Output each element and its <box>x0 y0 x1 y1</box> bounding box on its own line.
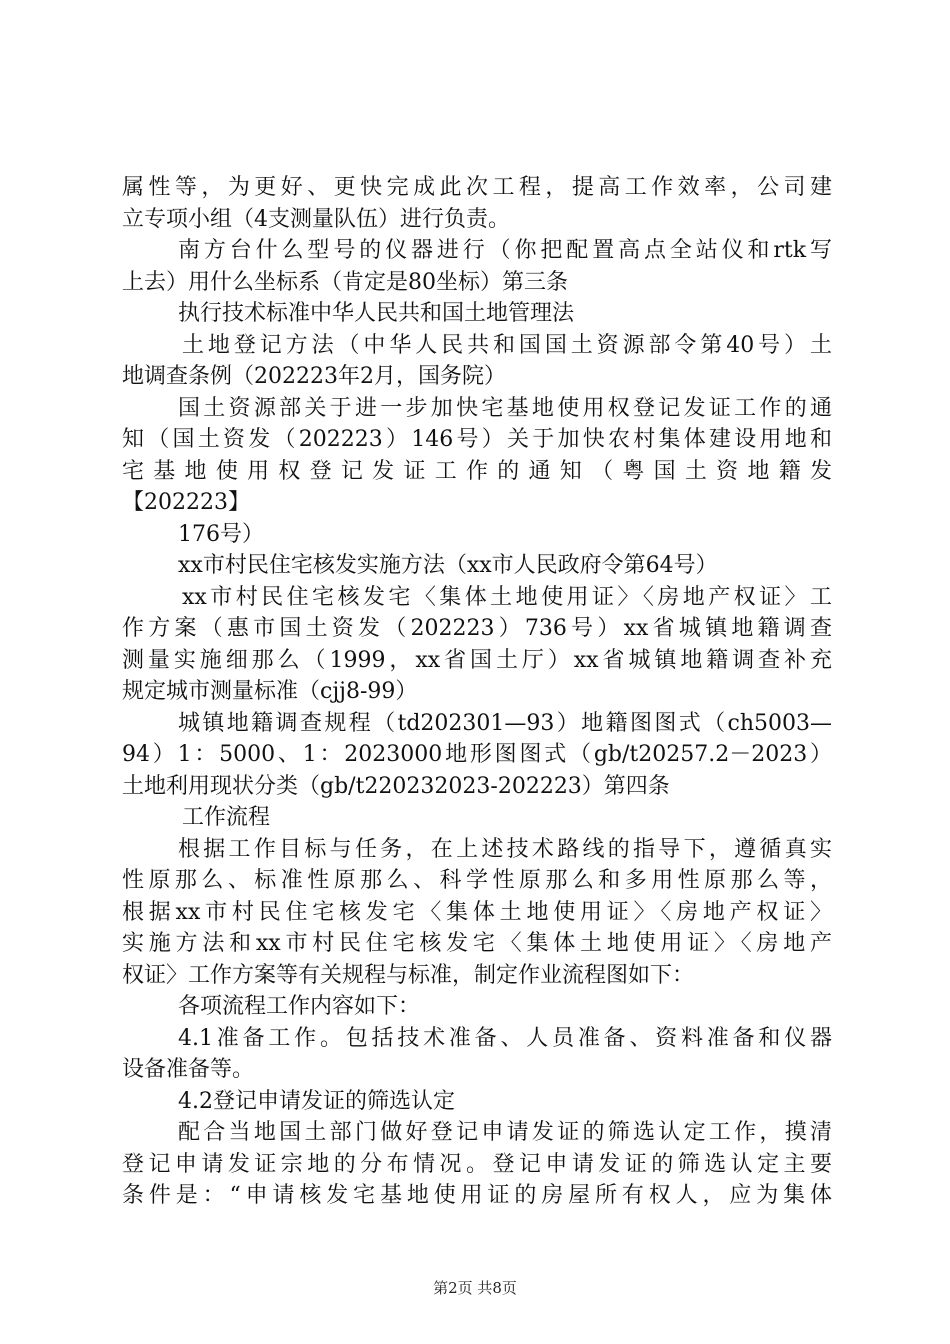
text-line-17: 规定城市测量标准（cjj8-99） <box>122 679 418 704</box>
text-line-12: 176号） <box>178 521 264 547</box>
text-line-8: 国土资源部关于进一步加快宅基地使用权登记发证工作的通 <box>178 395 832 421</box>
text-line-18: 城镇地籍调查规程（td202301—93）地籍图图式（ch5003— <box>178 710 832 736</box>
text-line-20: 土地利用现状分类（gb/t220232023-202223）第四条 <box>122 773 670 799</box>
text-line-32: 登记申请发证宗地的分布情况。登记申请发证的筛选认定主要 <box>122 1151 832 1177</box>
text-line-19: 94）1：5000、1：2023000地形图图式（gb/t20257.2－2023） <box>122 742 832 767</box>
text-line-30: 4.2登记申请发证的筛选认定 <box>178 1088 455 1114</box>
text-line-7: 地调查条例（202223年2月，国务院） <box>122 364 506 389</box>
text-line-16: 测量实施细那么（1999，xx省国土厅）xx省城镇地籍调查补充 <box>122 647 832 673</box>
text-line-21: 工作流程 <box>182 805 271 830</box>
text-line-23: 性原那么、标准性原那么、科学性原那么和多用性原那么等， <box>122 868 832 893</box>
text-line-25: 实施方法和xx市村民住宅核发宅〈集体土地使用证〉〈房地产 <box>122 931 832 956</box>
text-line-31: 配合当地国土部门做好登记申请发证的筛选认定工作，摸清 <box>178 1120 832 1145</box>
text-line-9: 知（国土资发（202223）146号）关于加快农村集体建设用地和 <box>122 427 832 452</box>
text-line-6: 土地登记方法（中华人民共和国国土资源部令第40号）土 <box>182 332 832 358</box>
text-line-26: 权证〉工作方案等有关规程与标准，制定作业流程图如下： <box>122 962 695 988</box>
text-line-14: xx市村民住宅核发宅〈集体土地使用证〉〈房地产权证〉工 <box>182 584 832 610</box>
text-line-13: xx市村民住宅核发实施方法（xx市人民政府令第64号） <box>178 553 718 578</box>
text-line-4: 上去）用什么坐标系（肯定是80坐标）第三条 <box>122 269 568 295</box>
text-line-28: 4.1准备工作。包括技术准备、人员准备、资料准备和仪器 <box>178 1025 832 1051</box>
text-line-15: 作方案（惠市国土资发（202223）736号）xx省城镇地籍调查 <box>122 616 832 641</box>
text-line-11: 【202223】 <box>122 490 250 515</box>
text-line-1: 属性等，为更好、更快完成此次工程，提高工作效率，公司建 <box>122 175 832 200</box>
document-body <box>122 172 832 1212</box>
text-line-27: 各项流程工作内容如下： <box>178 994 421 1019</box>
page-number-footer: 第2页 共8页 <box>433 1279 517 1297</box>
text-line-2: 立专项小组（4支测量队伍）进行负责。 <box>122 206 510 232</box>
text-line-24: 根据xx市村民住宅核发宅〈集体土地使用证〉〈房地产权证〉 <box>122 899 832 925</box>
text-line-33: 条件是：“申请核发宅基地使用证的房屋所有权人，应为集体 <box>122 1183 832 1208</box>
text-line-22: 根据工作目标与任务，在上述技术路线的指导下，遵循真实 <box>178 836 832 862</box>
text-line-10: 宅基地使用权登记发证工作的通知（粤国土资地籍发 <box>122 458 832 484</box>
text-line-5: 执行技术标准中华人民共和国土地管理法 <box>178 301 575 326</box>
text-line-3: 南方台什么型号的仪器进行（你把配置高点全站仪和rtk写 <box>178 238 832 263</box>
text-line-29: 设备准备等。 <box>122 1057 255 1082</box>
